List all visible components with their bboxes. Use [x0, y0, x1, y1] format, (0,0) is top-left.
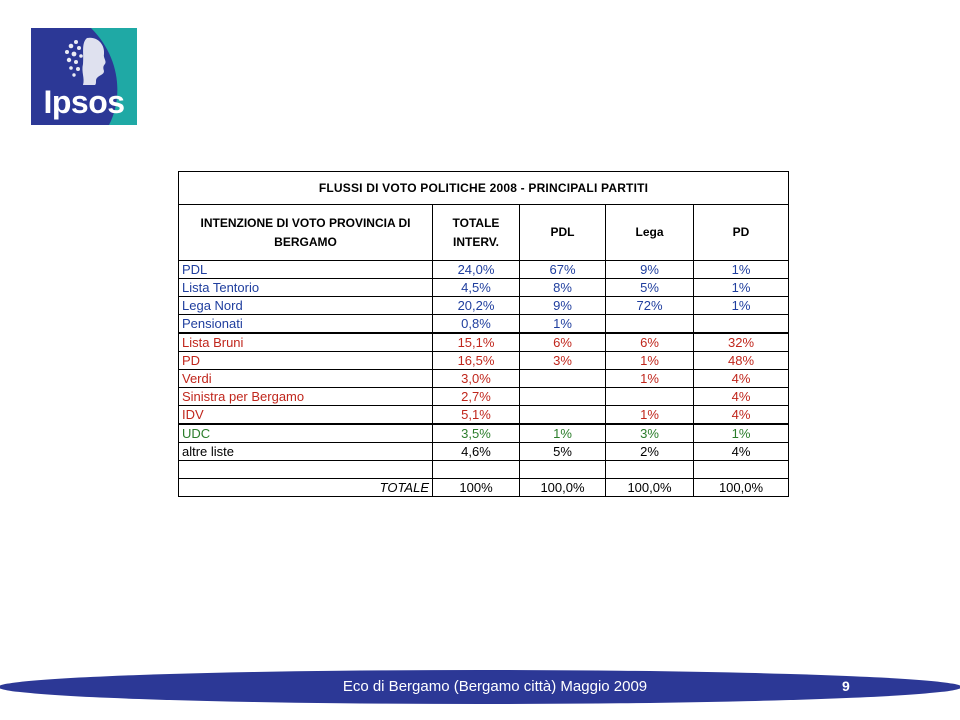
- row-total: 4,5%: [433, 279, 520, 297]
- row-total: 5,1%: [433, 406, 520, 425]
- row-pdl: 5%: [520, 443, 606, 461]
- row-total: 15,1%: [433, 333, 520, 352]
- table-row: [179, 297, 789, 315]
- row-label: IDV: [179, 406, 433, 425]
- row-pdl: [520, 388, 606, 406]
- row-pd: 4%: [694, 406, 789, 425]
- row-pd: 32%: [694, 333, 789, 352]
- row-label: Lista Bruni: [179, 333, 433, 352]
- total-total: 100%: [433, 479, 520, 497]
- row-total: 2,7%: [433, 388, 520, 406]
- header-pd: PD: [694, 205, 789, 261]
- row-pdl: 1%: [520, 424, 606, 443]
- row-total: 3,0%: [433, 370, 520, 388]
- row-pdl: 1%: [520, 315, 606, 334]
- row-lega: 6%: [606, 333, 694, 352]
- row-total: 20,2%: [433, 297, 520, 315]
- row-label: UDC: [179, 424, 433, 443]
- total-pdl: 100,0%: [520, 479, 606, 497]
- row-pd: 4%: [694, 388, 789, 406]
- row-pdl: 3%: [520, 352, 606, 370]
- table-row: [179, 388, 789, 406]
- row-total: 24,0%: [433, 261, 520, 279]
- table-total-row: [179, 479, 789, 497]
- table-row: [179, 424, 789, 443]
- header-pdl: PDL: [520, 205, 606, 261]
- table-spacer-row: [179, 461, 789, 479]
- header-total: TOTALE INTERV.: [433, 205, 520, 261]
- row-pd: 1%: [694, 424, 789, 443]
- row-lega: [606, 315, 694, 334]
- table-header-row: [179, 205, 789, 261]
- row-label: PD: [179, 352, 433, 370]
- row-lega: 3%: [606, 424, 694, 443]
- row-label: Lega Nord: [179, 297, 433, 315]
- row-lega: 5%: [606, 279, 694, 297]
- table-row: [179, 443, 789, 461]
- page-number: 9: [842, 678, 850, 694]
- row-pd: 4%: [694, 443, 789, 461]
- row-pdl: 67%: [520, 261, 606, 279]
- row-pd: 1%: [694, 279, 789, 297]
- table-row: [179, 261, 789, 279]
- logo-text: Ipsos: [43, 84, 125, 120]
- table-title-row: [179, 172, 789, 205]
- row-total: 4,6%: [433, 443, 520, 461]
- table-title: FLUSSI DI VOTO POLITICHE 2008 - PRINCIPALI PARTITI: [179, 172, 789, 205]
- row-pdl: 9%: [520, 297, 606, 315]
- vote-flow-table: [178, 171, 789, 497]
- table-row: [179, 333, 789, 352]
- footer-text: Eco di Bergamo (Bergamo città) Maggio 2009: [342, 678, 648, 695]
- header-intention: INTENZIONE DI VOTO PROVINCIA DI BERGAMO: [179, 205, 433, 261]
- row-pdl: [520, 406, 606, 425]
- total-label: TOTALE: [179, 479, 433, 497]
- row-pd: 48%: [694, 352, 789, 370]
- total-pd: 100,0%: [694, 479, 789, 497]
- table-row: [179, 406, 789, 425]
- row-label: Lista Tentorio: [179, 279, 433, 297]
- row-pdl: 6%: [520, 333, 606, 352]
- row-pd: 1%: [694, 297, 789, 315]
- row-pdl: [520, 370, 606, 388]
- table-row: [179, 370, 789, 388]
- row-label: Verdi: [179, 370, 433, 388]
- row-pd: [694, 315, 789, 334]
- row-label: PDL: [179, 261, 433, 279]
- row-lega: [606, 388, 694, 406]
- row-total: 3,5%: [433, 424, 520, 443]
- row-total: 16,5%: [433, 352, 520, 370]
- row-lega: 1%: [606, 406, 694, 425]
- header-lega: Lega: [606, 205, 694, 261]
- row-label: Pensionati: [179, 315, 433, 334]
- table-row: [179, 279, 789, 297]
- row-pd: 1%: [694, 261, 789, 279]
- vote-flow-table-container: [178, 171, 789, 497]
- table-row: [179, 315, 789, 334]
- total-lega: 100,0%: [606, 479, 694, 497]
- row-label: altre liste: [179, 443, 433, 461]
- row-pdl: 8%: [520, 279, 606, 297]
- row-total: 0,8%: [433, 315, 520, 334]
- ipsos-logo: [31, 28, 137, 125]
- row-lega: 72%: [606, 297, 694, 315]
- row-lega: 2%: [606, 443, 694, 461]
- table-body: [179, 261, 789, 461]
- table-row: [179, 352, 789, 370]
- row-lega: 9%: [606, 261, 694, 279]
- row-lega: 1%: [606, 370, 694, 388]
- row-label: Sinistra per Bergamo: [179, 388, 433, 406]
- row-lega: 1%: [606, 352, 694, 370]
- row-pd: 4%: [694, 370, 789, 388]
